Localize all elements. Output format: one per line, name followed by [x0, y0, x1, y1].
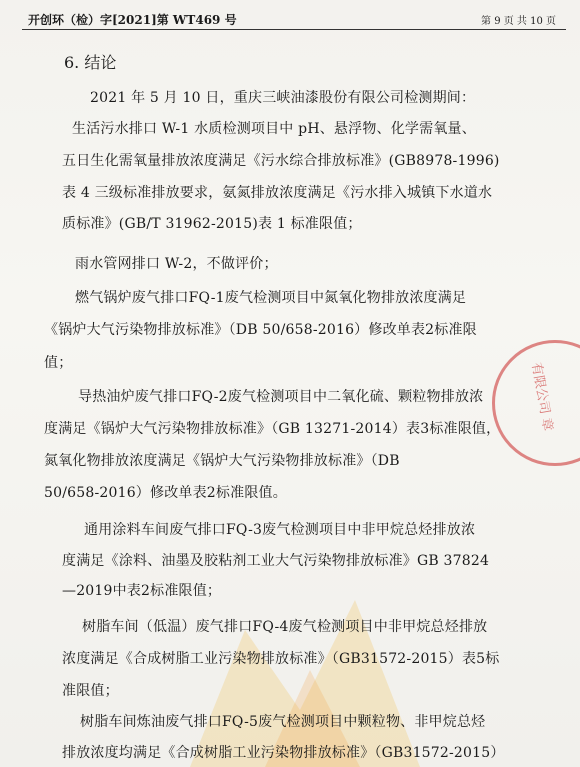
- text-line: 质标准》(GB/T 31962-2015)表 1 标准限值；: [62, 216, 362, 232]
- text-line: 度满足《涂料、油墨及胶粘剂工业大气污染物排放标准》GB 37824: [62, 553, 490, 569]
- text-line: 浓度满足《合成树脂工业污染物排放标准》（GB31572-2015）表5标: [62, 651, 500, 667]
- company-seal: [492, 340, 580, 466]
- text-line: 生活污水排口 W-1 水质检测项目中 pH、悬浮物、化学需氧量、: [72, 121, 476, 137]
- text-line: 排放浓度均满足《合成树脂工业污染物排放标准》（GB31572-2015）: [62, 745, 505, 761]
- text-line: 五日生化需氧量排放浓度满足《污水综合排放标准》(GB8978-1996): [62, 153, 500, 169]
- text-line: 导热油炉废气排口FQ-2废气检测项目中二氧化硫、颗粒物排放浓: [78, 389, 484, 405]
- text-line: 通用涂料车间废气排口FQ-3废气检测项目中非甲烷总烃排放浓: [84, 522, 476, 538]
- text-line: —2019中表2标准限值；: [62, 583, 222, 599]
- text-line: 2021 年 5 月 10 日，重庆三峡油漆股份有限公司检测期间：: [90, 90, 476, 106]
- page-number: 第 9 页 共 10 页: [481, 16, 556, 27]
- seal-text: 有限公司 章: [528, 361, 555, 433]
- text-line: 《锅炉大气污染物排放标准》（DB 50/658-2016）修改单表2标准限: [44, 322, 477, 338]
- page-header: [22, 9, 566, 30]
- text-line: 雨水管网排口 W-2，不做评价；: [75, 256, 278, 272]
- text-line: 树脂车间（低温）废气排口FQ-4废气检测项目中非甲烷总烃排放: [82, 619, 488, 635]
- text-line: 值；: [44, 355, 73, 371]
- text-line: 燃气锅炉废气排口FQ-1废气检测项目中氮氧化物排放浓度满足: [75, 290, 467, 306]
- text-line: 准限值；: [62, 683, 119, 699]
- text-line: 氮氧化物排放浓度满足《锅炉大气污染物排放标准》（DB: [44, 453, 400, 469]
- text-line: 表 4 三级标准排放要求，氨氮排放浓度满足《污水排入城镇下水道水: [62, 185, 493, 201]
- text-line: 50/658-2016）修改单表2标准限值。: [44, 485, 287, 501]
- text-line: 度满足《锅炉大气污染物排放标准》（GB 13271-2014）表3标准限值，: [44, 421, 501, 437]
- text-line: 树脂车间炼油废气排口FQ-5废气检测项目中颗粒物、非甲烷总烃: [80, 714, 486, 730]
- section-title: 6. 结论: [64, 53, 117, 72]
- report-number: 开创环（检）字[2021]第 WT469 号: [28, 13, 237, 27]
